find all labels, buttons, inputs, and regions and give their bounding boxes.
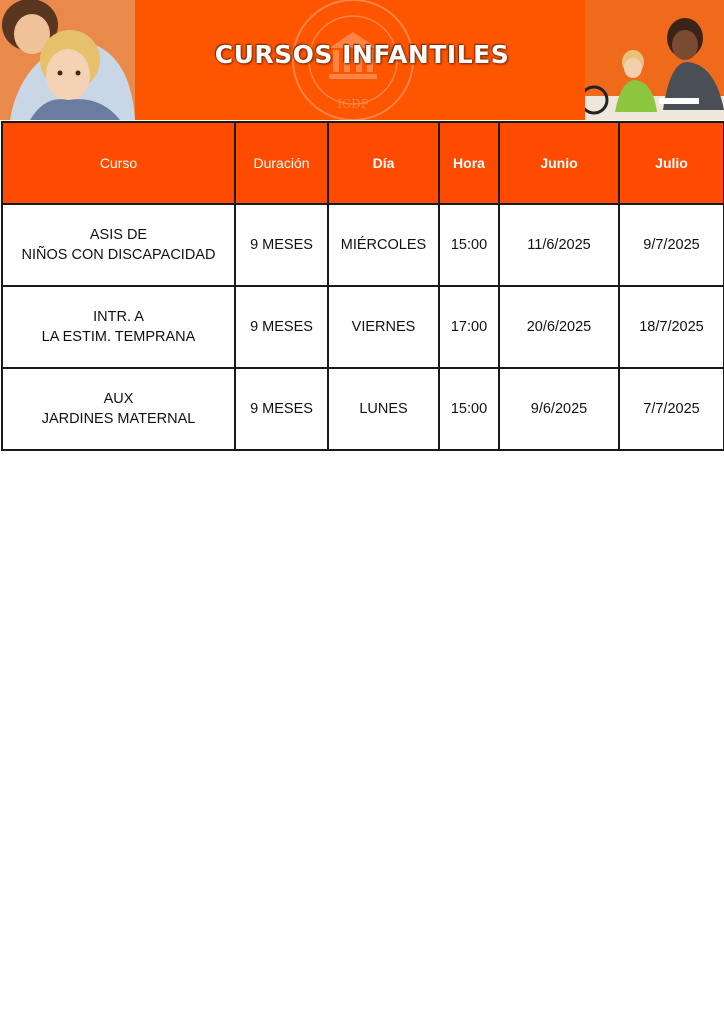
curso-line-1: INTR. A <box>93 309 144 325</box>
cell-curso <box>2 368 235 450</box>
cell-julio: 7/7/2025 <box>619 368 724 450</box>
table-row <box>2 286 724 368</box>
column-header-hora: Hora <box>439 122 499 204</box>
header-banner <box>0 0 724 120</box>
cell-hora: 15:00 <box>439 368 499 450</box>
cell-dia: LUNES <box>328 368 439 450</box>
column-header-julio: Julio <box>619 122 724 204</box>
cell-duracion: 9 MESES <box>235 286 328 368</box>
cell-dia: MIÉRCOLES <box>328 204 439 286</box>
courses-table <box>1 121 724 451</box>
cell-junio: 11/6/2025 <box>499 204 619 286</box>
column-header-junio: Junio <box>499 122 619 204</box>
cell-hora: 17:00 <box>439 286 499 368</box>
cell-hora: 15:00 <box>439 204 499 286</box>
page-title: CURSOS INFANTILES <box>214 40 510 69</box>
table-row <box>2 204 724 286</box>
cell-dia: VIERNES <box>328 286 439 368</box>
cell-duracion: 9 MESES <box>235 368 328 450</box>
table-header-row <box>2 122 724 204</box>
curso-line-1: ASIS DE <box>89 227 148 243</box>
cell-julio: 18/7/2025 <box>619 286 724 368</box>
curso-line-2: LA ESTIM. TEMPRANA <box>41 329 196 345</box>
curso-line-2: NIÑOS CON DISCAPACIDAD <box>21 247 216 263</box>
column-header-dia: Día <box>328 122 439 204</box>
cell-junio: 20/6/2025 <box>499 286 619 368</box>
table-row <box>2 368 724 450</box>
cell-curso <box>2 204 235 286</box>
column-header-duracion: Duración <box>235 122 328 204</box>
seal-text: ICDP <box>337 97 369 111</box>
curso-line-2: JARDINES MATERNAL <box>41 411 196 427</box>
cell-curso <box>2 286 235 368</box>
cell-junio: 9/6/2025 <box>499 368 619 450</box>
cell-duracion: 9 MESES <box>235 204 328 286</box>
column-header-curso: Curso <box>2 122 235 204</box>
curso-line-1: AUX <box>103 391 134 407</box>
cell-julio: 9/7/2025 <box>619 204 724 286</box>
teacher-child-photo <box>585 0 724 120</box>
